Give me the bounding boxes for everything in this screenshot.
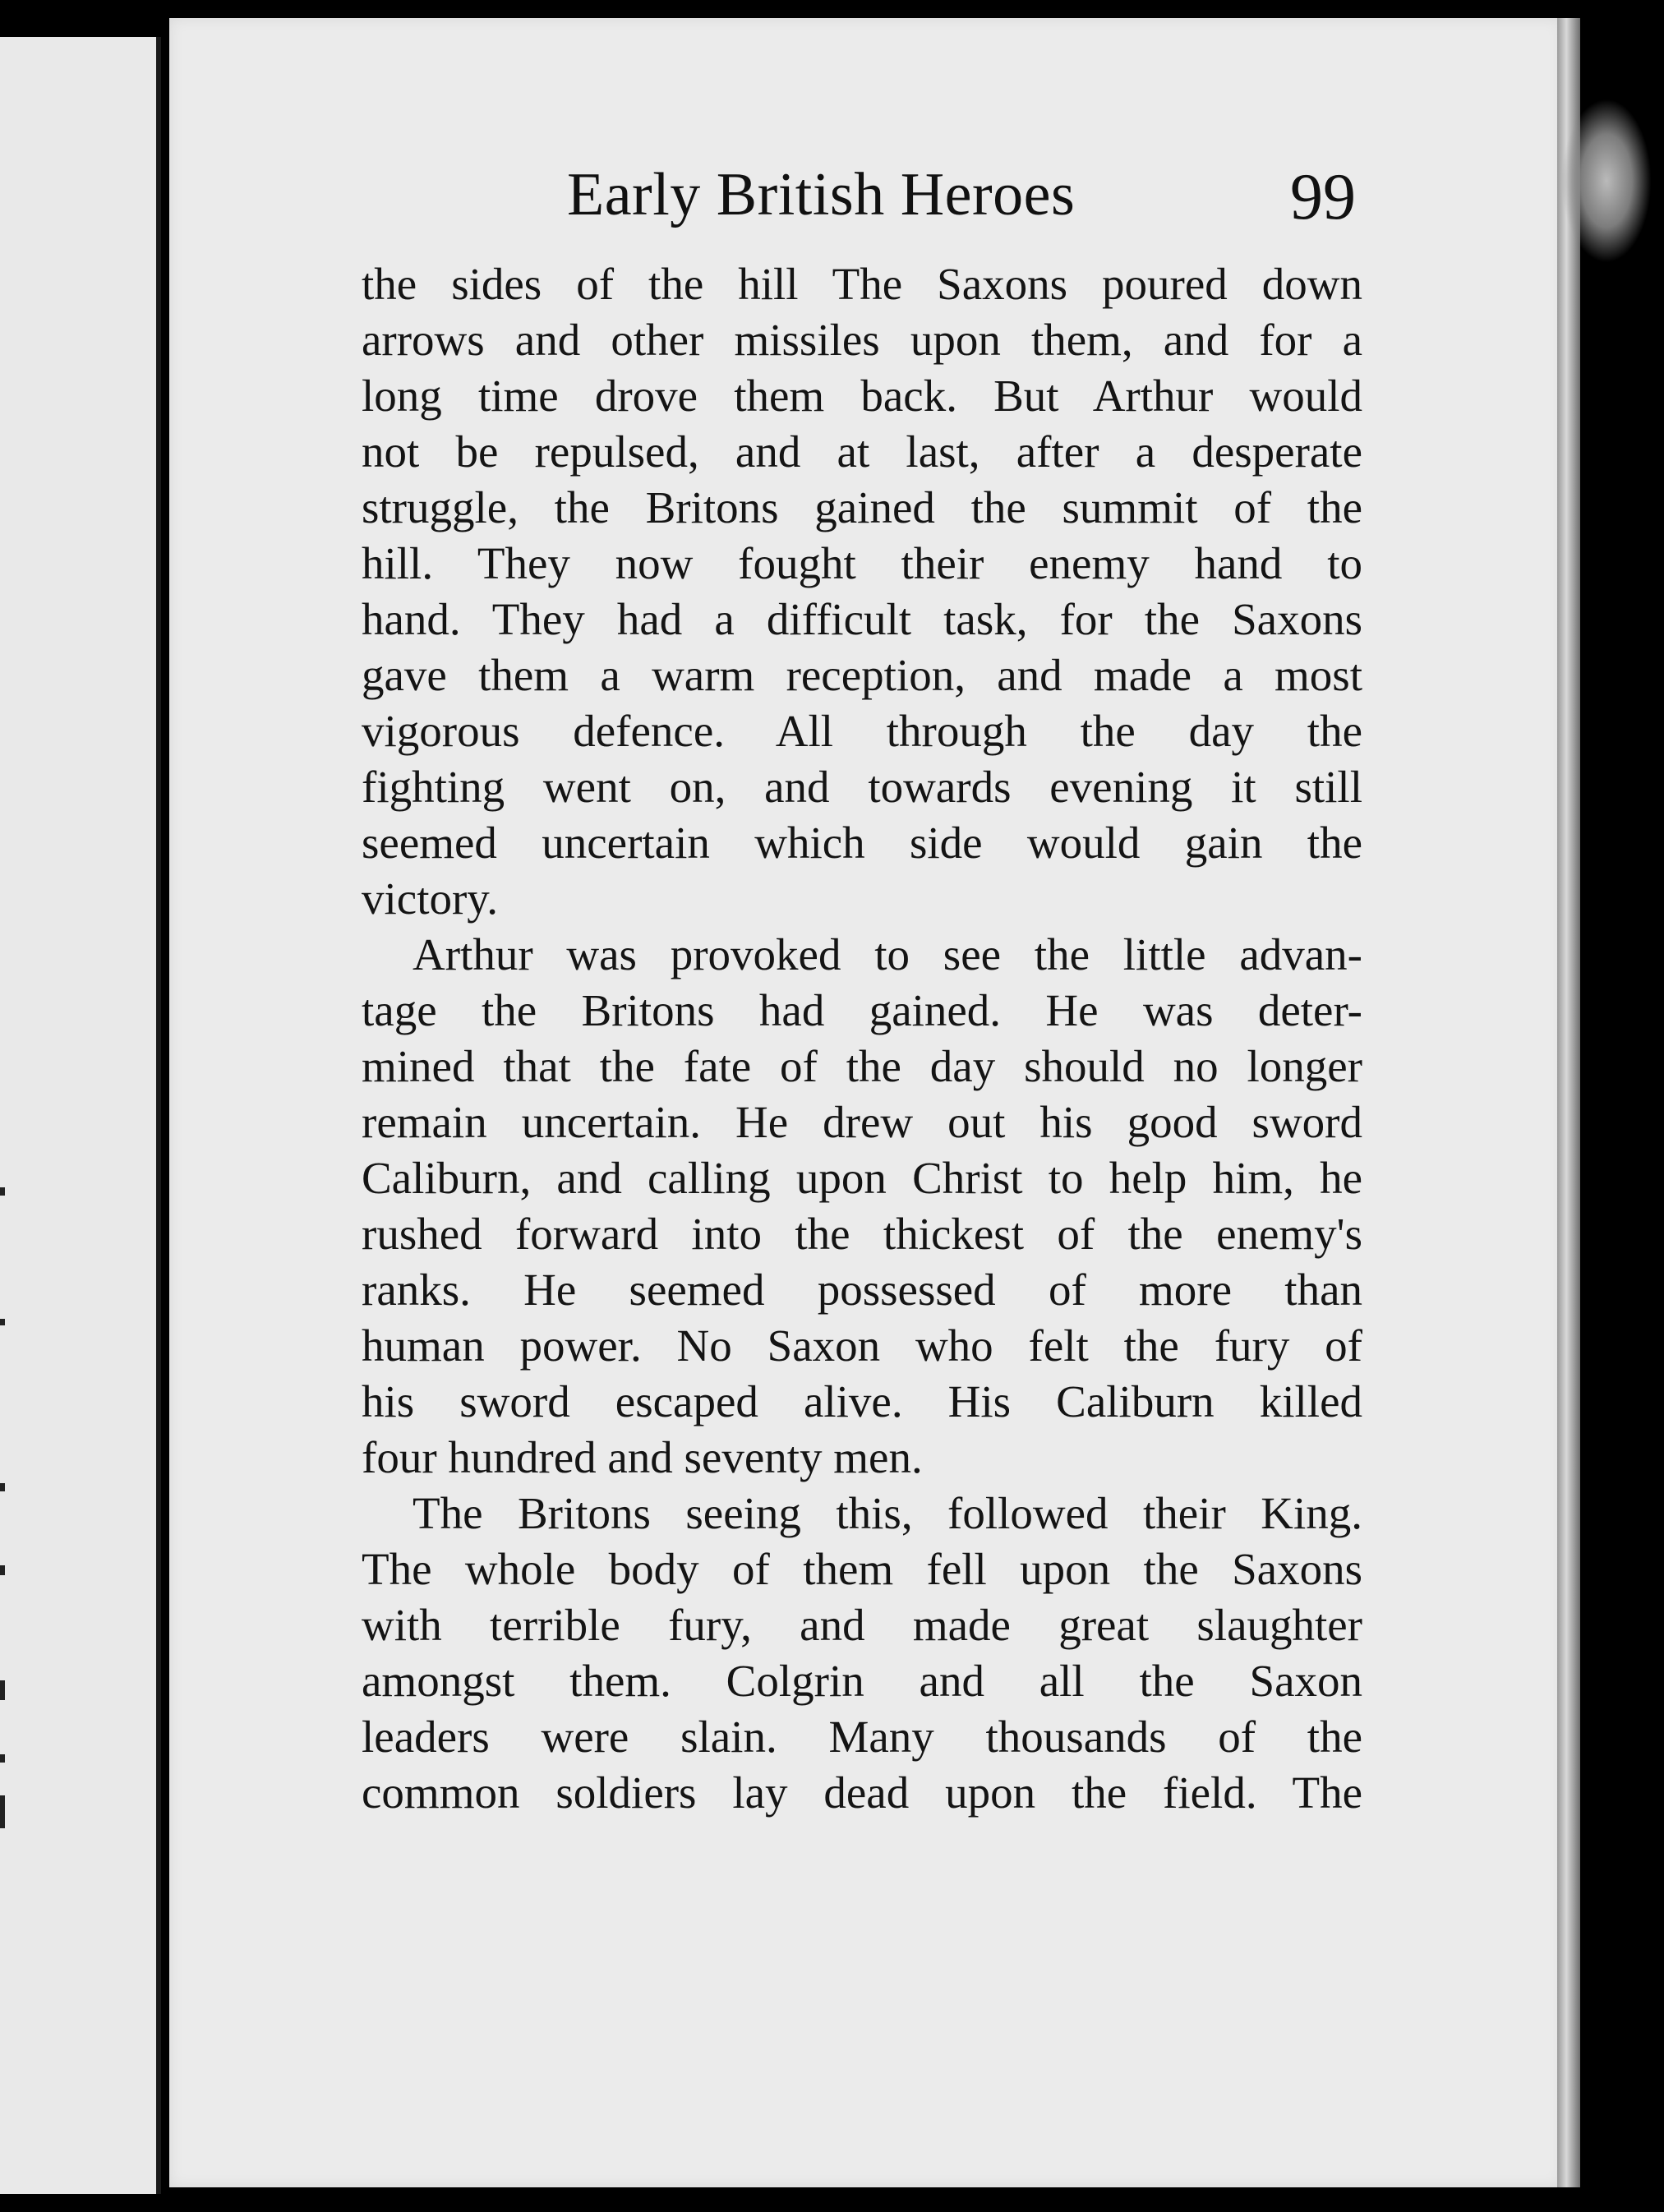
text-line: Arthur was provoked to see the little advan-: [413, 929, 1362, 979]
text-line: rushed forward into the thickest of the enemy's: [362, 1209, 1362, 1259]
paragraph: [362, 927, 1362, 1486]
text-line: common soldiers lay dead upon the field. The: [362, 1767, 1362, 1818]
facing-page-mark: [0, 1319, 5, 1325]
page-edge: [1557, 18, 1580, 2187]
text-line: vigorous defence. All through the day the: [362, 706, 1362, 756]
facing-page-mark: [0, 1483, 5, 1491]
text-line: hill. They now fought their enemy hand to: [362, 538, 1362, 588]
paragraph: [362, 256, 1362, 927]
text-line: The Britons seeing this, followed their King.: [413, 1488, 1362, 1538]
body-text: [362, 256, 1362, 1821]
text-line: hand. They had a difficult task, for the Saxons: [362, 594, 1362, 644]
facing-page-mark: [0, 1795, 5, 1828]
page-damage: [1561, 99, 1652, 263]
text-line: remain uncertain. He drew out his good sword: [362, 1097, 1362, 1147]
text-line: with terrible fury, and made great slaughter: [362, 1600, 1362, 1650]
text-line: leaders were slain. Many thousands of the: [362, 1712, 1362, 1762]
running-header: [567, 160, 1356, 234]
text-line: his sword escaped alive. His Caliburn killed: [362, 1376, 1362, 1426]
text-line: four hundred and seventy men.: [362, 1432, 923, 1482]
text-line: Caliburn, and calling upon Christ to help him, he: [362, 1153, 1362, 1203]
text-line: arrows and other missiles upon them, and for a: [362, 315, 1362, 365]
text-line: long time drove them back. But Arthur would: [362, 371, 1362, 421]
text-line: fighting went on, and towards evening it still: [362, 762, 1362, 812]
facing-page-edge: [0, 37, 161, 2194]
facing-page-mark: [0, 1187, 5, 1196]
text-line: human power. No Saxon who felt the fury of: [362, 1320, 1362, 1371]
text-line: amongst them. Colgrin and all the Saxon: [362, 1656, 1362, 1706]
text-line: struggle, the Britons gained the summit of the: [362, 482, 1362, 532]
facing-page-mark: [0, 1680, 5, 1700]
text-line: the sides of the hill The Saxons poured down: [362, 259, 1362, 309]
text-line: seemed uncertain which side would gain the: [362, 818, 1362, 868]
facing-page-mark: [0, 1754, 5, 1763]
paragraph: [362, 1486, 1362, 1821]
text-line: not be repulsed, and at last, after a desperate: [362, 426, 1362, 477]
text-line: tage the Britons had gained. He was deter-: [362, 985, 1362, 1035]
text-line: The whole body of them fell upon the Saxons: [362, 1544, 1362, 1594]
text-line: ranks. He seemed possessed of more than: [362, 1265, 1362, 1315]
facing-page-mark: [0, 1565, 5, 1575]
page-number: 99: [1290, 161, 1356, 233]
text-line: gave them a warm reception, and made a most: [362, 650, 1362, 700]
text-line: victory.: [362, 873, 498, 924]
running-title: Early British Heroes: [567, 161, 1076, 228]
text-line: mined that the fate of the day should no longer: [362, 1041, 1362, 1091]
